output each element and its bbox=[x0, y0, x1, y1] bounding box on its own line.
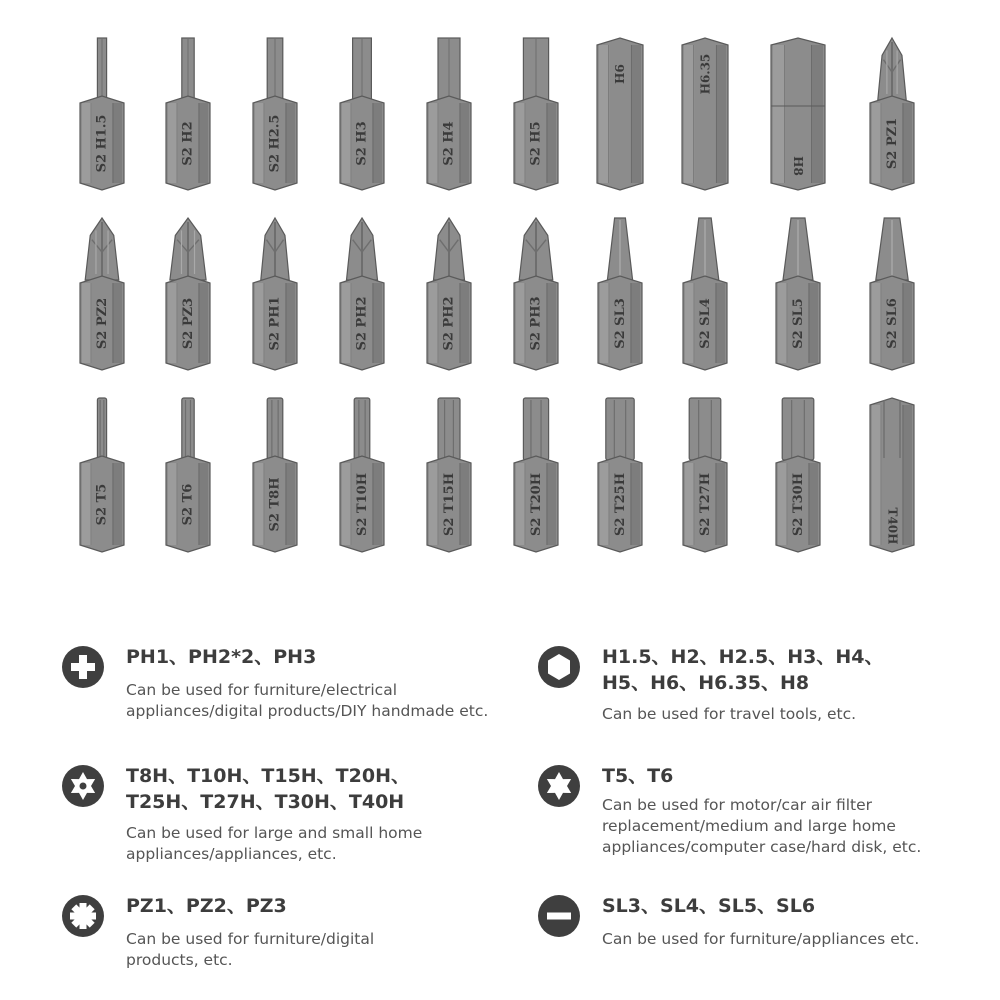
bit-marking: S2 T27H bbox=[697, 472, 713, 536]
legend-description: Can be used for motor/car air filter replacement/medium and large home appliances/computer case/hard disk, etc. bbox=[602, 796, 922, 856]
bit-marking: S2 PZ2 bbox=[94, 297, 110, 349]
bit-marking: S2 H1.5 bbox=[94, 114, 110, 172]
legend-title: H1.5、H2、H2.5、H3、H4、 H5、H6、H6.35、H8 bbox=[602, 646, 884, 694]
bit-marking: S2 PZ1 bbox=[884, 117, 900, 169]
bit-marking: S2 H5 bbox=[528, 120, 544, 166]
bit-marking: H6 bbox=[612, 64, 627, 84]
bit-marking: S2 PZ3 bbox=[180, 297, 196, 349]
legend-title: SL3、SL4、SL5、SL6 bbox=[602, 895, 816, 917]
phillips-cross-icon bbox=[62, 646, 104, 688]
bit-marking: H8 bbox=[790, 156, 805, 176]
bit-marking: S2 T10H bbox=[354, 472, 370, 536]
legend-title: PH1、PH2*2、PH3 bbox=[126, 646, 317, 668]
legend-title: PZ1、PZ2、PZ3 bbox=[126, 895, 287, 917]
pozidriv-icon bbox=[62, 895, 104, 937]
bit-marking: S2 T5 bbox=[94, 483, 110, 525]
legend-title: T8H、T10H、T15H、T20H、 T25H、T27H、T30H、T40H bbox=[126, 765, 410, 813]
bit-marking: S2 PH2 bbox=[441, 295, 457, 351]
bit-marking: S2 PH1 bbox=[267, 295, 283, 351]
hexagon-icon bbox=[538, 646, 580, 688]
torx-star-icon bbox=[538, 765, 580, 807]
legend-description: Can be used for furniture/digital products, etc. bbox=[126, 930, 375, 969]
bit-marking: S2 SL3 bbox=[612, 297, 628, 349]
bit-marking: S2 T15H bbox=[441, 472, 457, 536]
bit-marking: S2 SL6 bbox=[884, 297, 900, 349]
legend-description: Can be used for furniture/appliances etc. bbox=[602, 930, 920, 948]
bit-marking: S2 SL5 bbox=[790, 297, 806, 349]
bit-marking: H6.35 bbox=[697, 53, 712, 95]
bit-marking: S2 T6 bbox=[180, 483, 196, 525]
slotted-icon bbox=[538, 895, 580, 937]
bit-marking: S2 H2 bbox=[180, 120, 196, 166]
legend-description: Can be used for travel tools, etc. bbox=[602, 705, 857, 723]
bit-marking: S2 T20H bbox=[528, 472, 544, 536]
bit-marking: S2 H2.5 bbox=[267, 114, 283, 172]
legend-title: T5、T6 bbox=[602, 765, 674, 787]
bit-marking: S2 H4 bbox=[441, 120, 457, 166]
torx-security-icon bbox=[62, 765, 104, 807]
bit-marking: S2 PH2 bbox=[354, 295, 370, 351]
legend-description: Can be used for furniture/electrical appliances/digital products/DIY handmade etc. bbox=[126, 681, 489, 720]
bit-marking: S2 T25H bbox=[612, 472, 628, 536]
bit-marking: T40H bbox=[884, 507, 899, 545]
bit-marking: S2 T8H bbox=[267, 477, 283, 531]
bit-marking: S2 H3 bbox=[354, 120, 370, 166]
bit-marking: S2 SL4 bbox=[697, 297, 713, 349]
bit-marking: S2 PH3 bbox=[528, 295, 544, 351]
legend-description: Can be used for large and small home appliances/appliances, etc. bbox=[126, 824, 423, 863]
bit-marking: S2 T30H bbox=[790, 472, 806, 536]
